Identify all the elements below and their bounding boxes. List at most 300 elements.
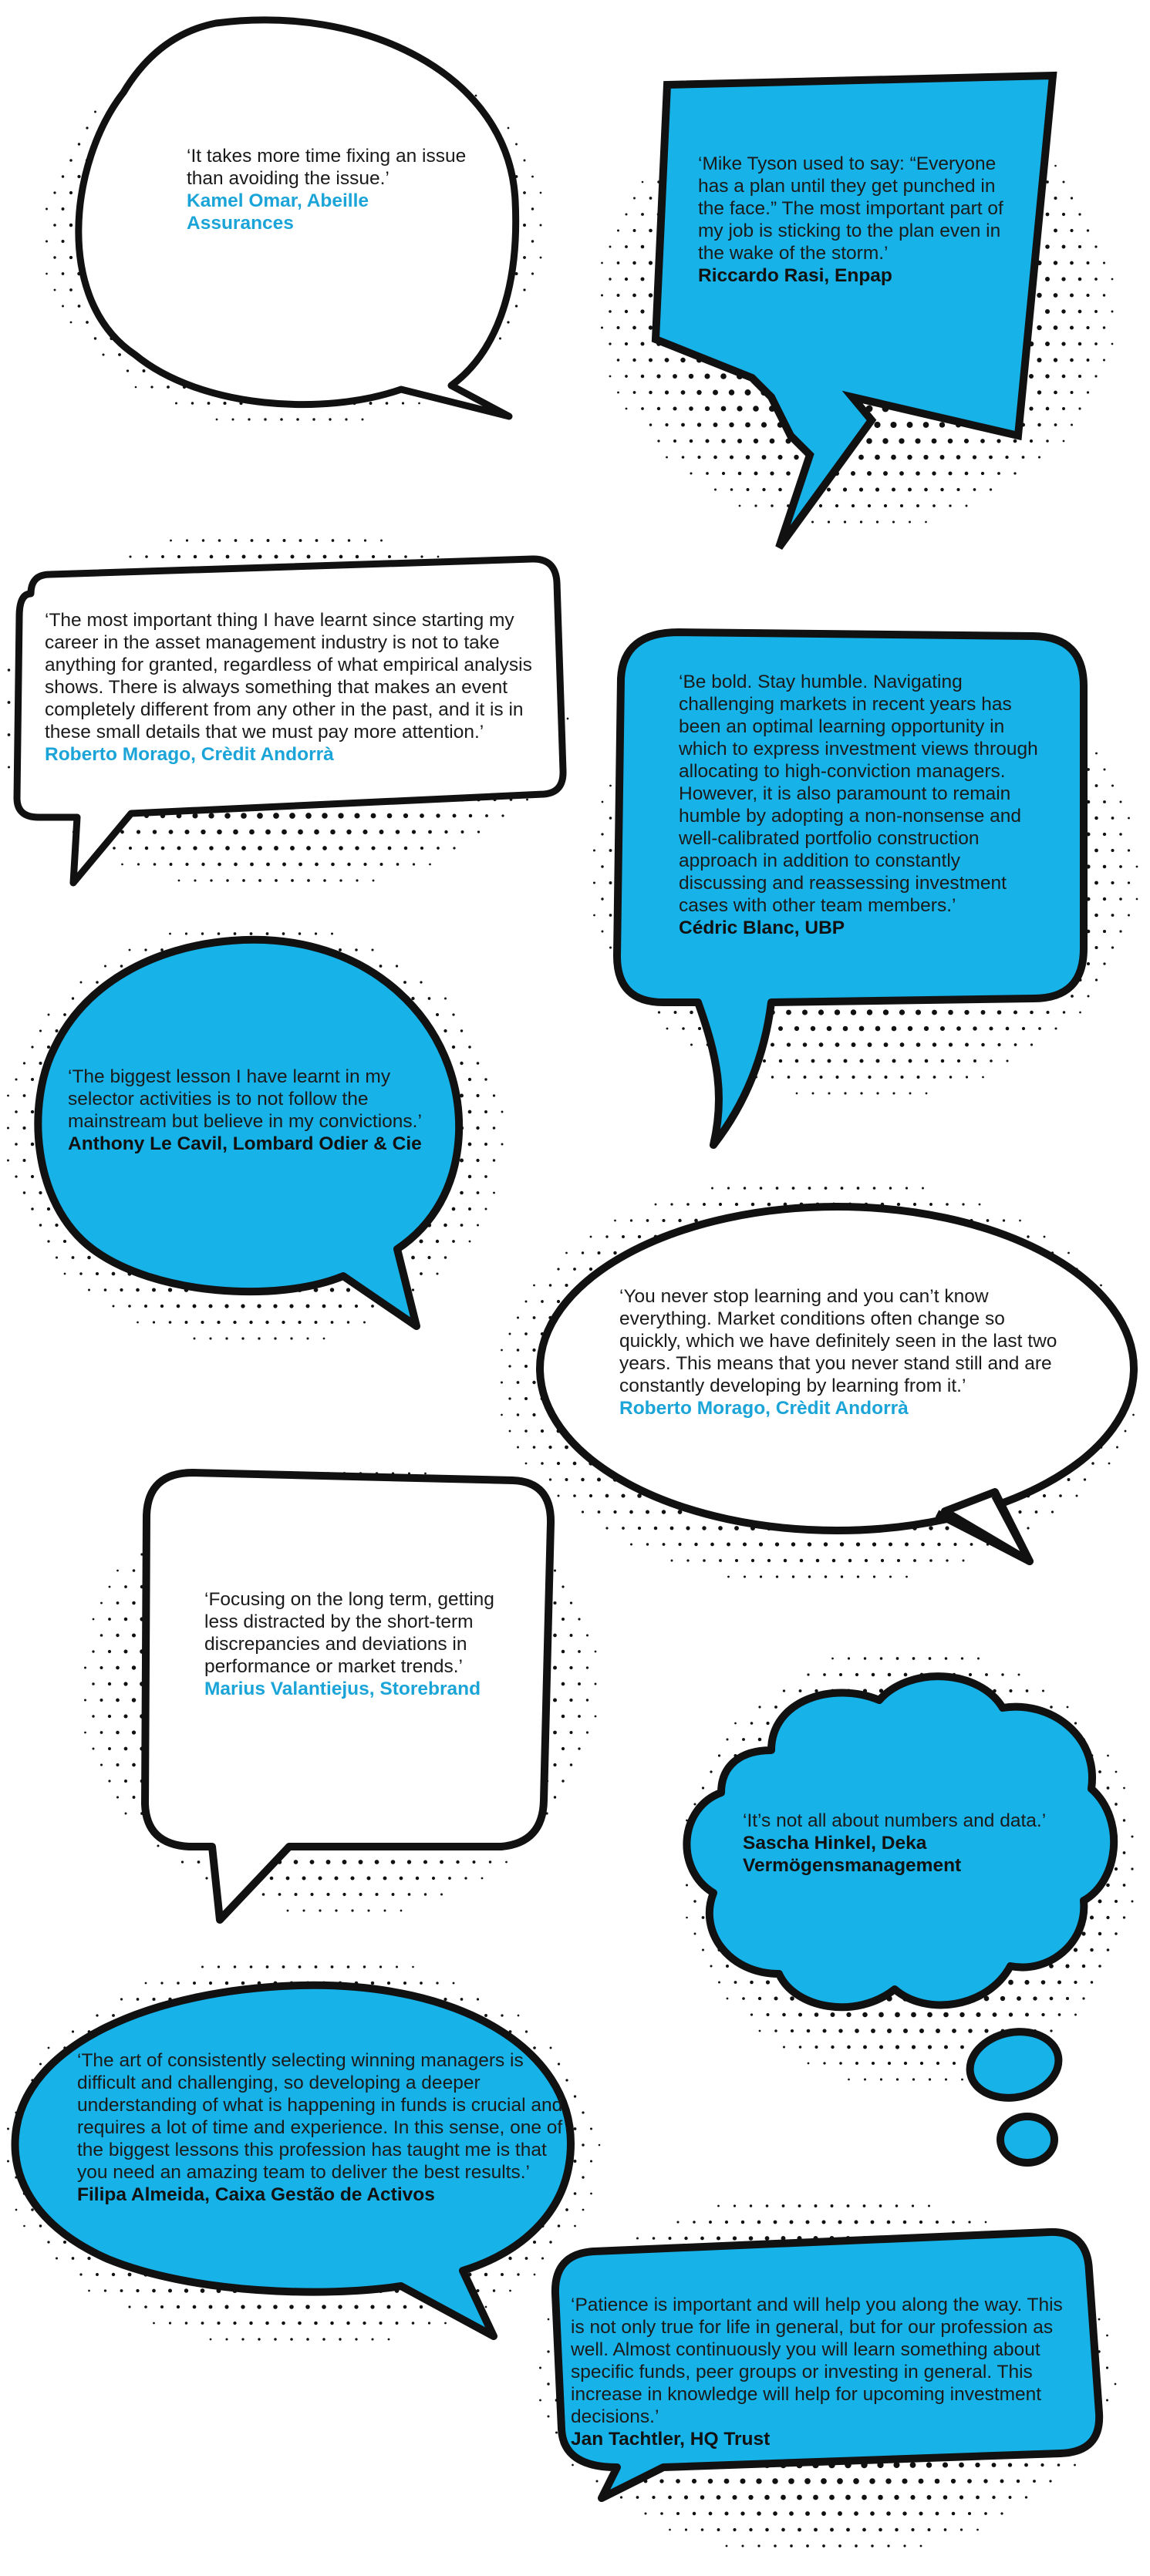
halftone-dot [737,406,742,411]
halftone-dot [1094,817,1098,820]
halftone-dot [443,1029,447,1032]
halftone-dot [1046,1011,1049,1014]
halftone-dot [804,1076,807,1079]
halftone-dot [84,1732,86,1734]
halftone-dot [841,1575,843,1578]
halftone-dot [298,932,301,934]
halftone-dot [185,932,187,934]
halftone-dot [7,1095,9,1097]
halftone-dot [278,1893,282,1896]
halftone-dot [1103,833,1106,836]
halftone-dot [1094,342,1098,345]
halftone-dot [371,846,375,850]
halftone-dot [933,1076,936,1079]
halftone-dot [517,1381,520,1384]
halftone-dot [282,863,286,867]
halftone-dot [646,1543,649,1545]
halftone-dot [570,1601,572,1604]
halftone-dot [939,422,945,427]
halftone-dot [754,504,757,507]
halftone-dot [468,1207,471,1211]
halftone-dot [573,1462,577,1466]
halftone-dot [625,342,628,345]
halftone-dot [501,1414,503,1416]
halftone-dot [1006,1027,1010,1031]
halftone-dot [517,1349,520,1352]
halftone-dot [586,1731,588,1733]
halftone-dot [981,1010,986,1015]
halftone-dot [209,846,214,850]
halftone-dot [384,1910,386,1912]
halftone-dot [609,785,612,787]
halftone-dot [1062,213,1065,216]
halftone-dot [468,1143,472,1147]
halftone-dot [485,814,488,817]
halftone-dot [407,1860,411,1864]
halftone-dot [533,1446,536,1449]
halftone-dot [811,1059,815,1063]
halftone-dot [517,1317,519,1319]
halftone-dot [777,455,782,460]
halftone-dot [523,256,526,259]
halftone-dot [436,1013,439,1016]
halftone-dot [1061,309,1065,313]
halftone-dot [290,846,295,850]
halftone-dot [633,391,636,394]
halftone-dot [515,305,518,307]
halftone-dot [1067,1706,1069,1709]
halftone-dot [331,933,333,935]
halftone-dot [39,1062,42,1065]
halftone-dot [323,555,327,559]
halftone-dot [92,1682,95,1685]
halftone-dot [1035,1510,1038,1514]
halftone-dot [150,386,153,388]
halftone-dot [590,1236,592,1238]
halftone-dot [371,1305,374,1308]
halftone-dot [864,1657,866,1659]
halftone-dot [553,1666,557,1670]
halftone-dot [730,455,734,459]
halftone-dot [872,1542,876,1546]
halftone-dot [318,1876,322,1880]
halftone-dot [481,1877,484,1880]
halftone-dot [1054,1027,1057,1029]
halftone-dot [973,1059,976,1062]
halftone-dot [689,374,693,379]
halftone-dot [633,197,636,200]
halftone-dot [816,1559,820,1563]
halftone-dot [226,879,229,882]
halftone-dot [505,1861,508,1864]
halftone-dot [258,846,262,850]
halftone-dot [69,224,73,227]
halftone-dot [7,1160,9,1162]
halftone-dot [432,1877,435,1880]
halftone-dot [674,1011,677,1014]
halftone-dot [649,423,653,426]
halftone-dot [841,1187,844,1190]
halftone-dot [908,488,912,492]
halftone-dot [113,1305,115,1308]
halftone-dot [649,325,653,329]
halftone-dot [625,245,628,248]
halftone-dot [420,1272,423,1275]
halftone-dot [1071,995,1074,998]
halftone-dot [47,1046,50,1049]
halftone-dot [744,1575,746,1578]
halftone-dot [1086,294,1089,297]
halftone-dot [1104,769,1106,771]
halftone-dot [986,1219,990,1222]
halftone-dot [93,1618,95,1621]
halftone-dot [112,1272,116,1276]
halftone-dot [929,1526,932,1530]
halftone-dot [1103,359,1105,362]
halftone-dot [132,1763,136,1767]
halftone-dot [1019,1220,1021,1222]
halftone-dot [379,830,384,834]
halftone-dot [1094,375,1097,377]
halftone-dot [909,1093,912,1095]
halftone-dot [632,294,636,298]
halftone-dot [323,879,326,882]
halftone-dot [375,1893,378,1896]
halftone-dot [859,1026,865,1032]
halftone-dot [957,1059,960,1062]
halftone-dot [359,1893,362,1896]
halftone-dot [217,830,222,835]
halftone-dot [908,1026,912,1031]
halftone-dot [305,813,312,819]
halftone-dot [419,1239,423,1243]
halftone-dot [573,1494,576,1497]
halftone-dot [601,833,603,835]
halftone-dot [7,1126,9,1129]
halftone-dot [578,1650,581,1653]
halftone-dot [857,1187,860,1190]
halftone-dot [997,1010,1002,1015]
halftone-dot [948,439,953,444]
halftone-dot [713,390,718,396]
halftone-dot [1103,294,1105,296]
halftone-dot [569,1731,572,1734]
halftone-dot [484,1143,487,1146]
halftone-dot [509,1430,511,1433]
halftone-dot [840,1542,844,1546]
halftone-dot [315,539,319,542]
halftone-dot [948,471,952,475]
halftone-dot [437,847,440,850]
halftone-dot [310,1860,315,1864]
halftone-dot [787,1076,791,1079]
halftone-dot [218,863,221,867]
halftone-dot [1103,326,1105,328]
halftone-dot [613,1510,616,1514]
halftone-dot [595,1651,597,1653]
halftone-dot [786,1010,791,1015]
halftone-dot [697,423,701,426]
halftone-dot [601,327,603,329]
halftone-dot [617,392,619,394]
halftone-dot [843,487,847,491]
halftone-dot [314,830,319,835]
halftone-dot [310,1893,313,1896]
halftone-dot [912,1657,916,1660]
halftone-dot [94,337,96,339]
halftone-dot [565,1252,568,1254]
halftone-dot [234,932,237,935]
halftone-dot [31,1175,34,1178]
halftone-dot [642,181,644,184]
halftone-dot [100,1602,103,1605]
halftone-dot [523,288,525,291]
halftone-dot [666,456,668,459]
halftone-dot [125,1813,127,1815]
halftone-dot [372,555,375,558]
halftone-dot [408,1893,411,1896]
halftone-dot [169,933,171,935]
halftone-dot [888,1673,892,1677]
halftone-dot [468,1078,471,1081]
halftone-dot [848,1657,850,1659]
halftone-dot [981,1043,985,1047]
halftone-dot [78,143,80,145]
halftone-dot [403,981,406,984]
halftone-dot [531,240,534,242]
halftone-dot [892,1092,895,1094]
halftone-dot [402,402,404,404]
halftone-dot [47,1207,50,1211]
halftone-dot [595,1716,597,1718]
halftone-dot [96,981,99,984]
halftone-dot [569,1699,572,1702]
halftone-dot [1103,800,1106,803]
halftone-dot [55,1224,58,1227]
halftone-dot [852,504,855,507]
halftone-dot [468,1046,471,1049]
halftone-dot [562,1618,565,1621]
halftone-dot [444,998,447,1000]
halftone-dot [570,1634,573,1637]
halftone-dot [181,1860,184,1863]
halftone-dot [730,488,734,491]
halftone-dot [307,1338,309,1340]
halftone-dot [387,813,393,819]
halftone-dot [319,1909,321,1911]
halftone-dot [62,272,65,275]
halftone-dot [153,863,157,866]
halftone-dot [640,277,644,281]
halftone-dot [452,1240,455,1243]
halftone-dot [205,1877,207,1879]
halftone-dot [113,847,116,850]
halftone-dot [96,1272,99,1275]
halftone-dot [339,1305,342,1308]
halftone-dot [681,390,686,395]
halftone-dot [670,1527,674,1530]
halftone-dot [1095,978,1098,981]
halftone-dot [891,455,896,460]
halftone-dot [696,390,701,395]
halftone-dot [100,1731,103,1734]
halftone-dot [907,455,912,460]
halftone-dot [330,1288,334,1291]
halftone-dot [1115,1771,1118,1773]
halftone-dot [710,1543,714,1547]
halftone-dot [1094,946,1098,949]
halftone-dot [468,1110,472,1114]
halftone-dot [932,1010,937,1015]
halftone-dot [690,472,692,474]
halftone-dot [1087,962,1090,965]
halftone-dot [266,932,269,935]
halftone-dot [265,1321,268,1324]
halftone-dot [977,1658,980,1660]
halftone-dot [47,1240,49,1242]
halftone-dot [900,1042,905,1047]
halftone-dot [291,879,294,882]
halftone-dot [880,1657,883,1660]
halftone-dot [626,214,628,216]
halftone-dot [15,1110,18,1113]
halftone-dot [329,418,331,420]
halftone-dot [900,1076,903,1079]
halftone-dot [306,1305,310,1308]
halftone-dot [177,1305,180,1308]
halftone-dot [233,1321,236,1324]
halftone-dot [686,1559,689,1561]
halftone-dot [973,1026,976,1030]
halftone-dot [609,914,612,917]
halftone-dot [541,1300,544,1303]
halftone-dot [124,1747,128,1751]
halftone-dot [1103,865,1107,869]
halftone-dot [945,1657,948,1660]
halftone-dot [649,197,653,200]
halftone-dot [617,294,620,297]
halftone-dot [302,1909,305,1911]
halftone-dot [100,1666,103,1669]
halftone-dot [1027,1235,1029,1237]
halftone-dot [1078,342,1082,346]
halftone-dot [460,1158,464,1162]
halftone-dot [135,386,137,389]
halftone-dot [224,1304,228,1308]
halftone-dot [39,1029,42,1032]
halftone-dot [386,402,389,405]
halftone-dot [1078,310,1082,314]
halftone-dot [1078,375,1081,378]
halftone-dot [100,1699,103,1702]
halftone-dot [1013,1010,1017,1014]
halftone-dot [299,539,302,542]
halftone-dot [264,418,266,420]
halftone-dot [56,1256,58,1258]
halftone-dot [1070,359,1074,362]
halftone-dot [565,1478,568,1481]
halftone-dot [602,931,604,933]
halftone-dot [831,1658,834,1660]
halftone-dot [524,160,526,162]
halftone-dot [990,488,992,490]
halftone-dot [1111,817,1115,820]
halftone-dot [1054,391,1057,395]
halftone-dot [609,849,612,852]
halftone-dot [745,423,750,428]
halftone-dot [867,471,872,476]
halftone-dot [771,1042,774,1046]
halftone-dot [589,1494,592,1497]
halftone-dot [641,213,644,216]
halftone-dot [346,1288,350,1291]
halftone-dot [548,1446,551,1449]
halftone-dot [160,1305,164,1308]
halftone-dot [210,555,214,559]
halftone-dot [818,1009,824,1015]
halftone-dot [1070,229,1073,232]
halftone-dot [899,438,904,443]
halftone-dot [493,1094,495,1096]
halftone-dot [8,766,10,768]
halftone-dot [170,540,172,542]
halftone-dot [956,1026,961,1031]
halftone-dot [531,207,534,210]
halftone-dot [646,1510,649,1514]
halftone-dot [469,1241,471,1243]
halftone-dot [632,326,636,330]
halftone-dot [218,932,221,935]
halftone-dot [625,278,628,281]
halftone-dot [1067,1478,1071,1481]
halftone-dot [460,1062,463,1065]
halftone-dot [1111,914,1115,917]
halftone-dot [224,813,231,819]
halftone-dot [562,1585,564,1588]
halftone-dot [501,1143,504,1146]
halftone-dot [646,1219,649,1222]
halftone-dot [982,1076,984,1079]
halftone-dot [828,1059,831,1063]
halftone-dot [273,1304,277,1308]
halftone-dot [868,1042,872,1047]
halftone-dot [501,1111,504,1113]
halftone-dot [428,830,432,834]
halftone-dot [997,472,1000,475]
halftone-dot [120,965,123,968]
halftone-dot [754,439,758,443]
halftone-dot [617,326,620,329]
halftone-dot [322,1305,326,1308]
halftone-dot [663,1543,666,1546]
halftone-dot [1054,293,1058,298]
halftone-dot [1087,261,1090,264]
halftone-dot [484,1175,487,1178]
halftone-dot [792,1187,795,1190]
halftone-dot [1111,881,1114,884]
halftone-dot [437,556,440,558]
halftone-dot [15,1143,18,1146]
halftone-dot [116,1666,120,1670]
halftone-dot [690,1044,693,1046]
halftone-dot [567,718,569,720]
halftone-dot [802,1009,808,1015]
halftone-dot [889,1575,892,1578]
halftone-dot [705,439,709,443]
halftone-dot [295,1893,298,1896]
halftone-dot [626,408,628,410]
halftone-dot [217,1321,220,1324]
